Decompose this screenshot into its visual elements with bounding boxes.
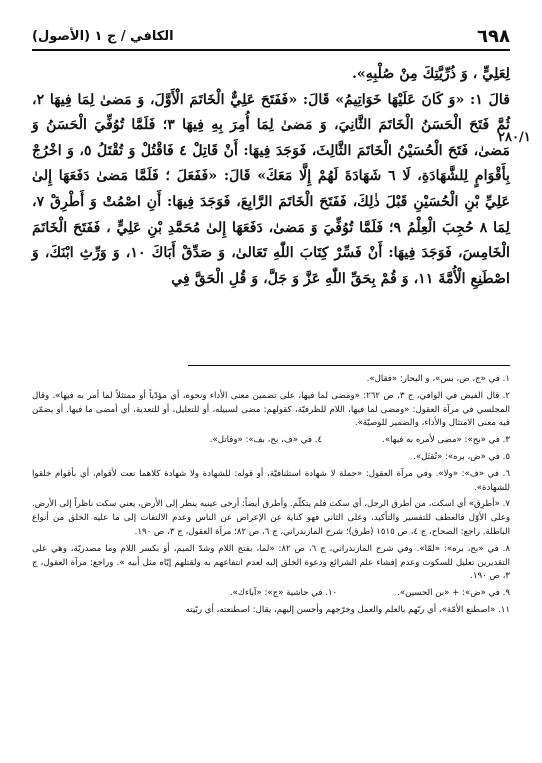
footnote: ١١. «اصطنع الأمّة»، أي ربّهم بالعلم والعمل وخرّجهم وأحسن إليهم، يقال: اصطنعته، أي ربّيته [185, 604, 510, 615]
footnotes [32, 373, 510, 621]
footnotes-divider [188, 365, 510, 366]
footnote: ٥. في «ض، بره»: «تُقتَل». [413, 451, 510, 462]
footnote: ٩. في «ض»: + «بن الحسين». [397, 588, 510, 599]
text-paragraph: لِعَلِيٍّ ، وَ ذُرِّيَّتِكَ مِنْ صُلْبِهِ». [351, 66, 510, 82]
footnote-pair [32, 434, 510, 451]
footnote: ٦. في «ف»: «ولا». وفي مرآة العقول: «جملة لا شهادة استئنافيّة، أو قوله: للشهادة ولا شهادة كلاهما نعت لأقوام، أي بأقوام خلقوا للشهادة». [32, 468, 510, 493]
footnote: ٧. «أطرِق» أي اسكت، من أطرق الرجل، أي سكت فلم يتكلّم. وأطرق أيضاً: أرخى عينيه ينظر إلى الأرض، يعني سكت ناظراً إلى الأرض. وعلى الأوّل فالعطف للتفسير والتأكيد، وعلى الثاني فهو كناية عن الإعراض عن الناس وعدم الالتفات إلى ما عليه الخلق من أنواع الباطلة. راجع: الصحاح، ج ٤، ص ١٥١٥ (طرق)؛ شرح المازندراني، ج ٦، ص ٨٢؛ مرآة العقول، ج ٣، ص ١٩٠. [32, 499, 510, 537]
footnote-pair [32, 587, 510, 604]
footnote: ١. في «ج، ض، بس»، و البحار: «فقال». [366, 374, 510, 384]
footnote: ٢. قال الفيض في الوافي، ج ٣، ص ٢٦٢: «ومضى لما فيها، على تضمين معنى الأداء ونحوه، أي مؤدّياً أو ممتثلاً لما أمر به فيها». وقال المجلسي في مرآة العقول: «ومضى لما فيها، اللام للظرفيّة، كقولهم: مضى لسبيله، أو للتعليل، أو للتعدية، أي أمضى ما فيها. أو يضمّن فيه معنى الامتثال والأداء، والضمير للوصيّة». [32, 390, 510, 429]
hadith-reference-number: ٢٨٠/١ [498, 130, 531, 145]
text-paragraph: قالَ ١: «وَ كَانَ عَلَيْهَا خَوَاتِيمُ» قَالَ: «فَفَتَحَ عَلِيٌّ الْخَاتَمَ الْأَوَّلَ، وَ مَضىٰ لِمَا فِيهَا ٢، ثُمَّ فَتَحَ الْحَسَنُ الْخَاتَمَ الثَّانِيَ، وَ مَضىٰ لِمَا أُمِرَ بِهِ فِيهَا ٣؛ فَلَمَّا تُوُفِّيَ الْحَسَنُ وَ مَضىٰ، فَتَحَ الْحُسَيْنُ الْخَاتَمَ الثَّالِثَ، فَوَجَدَ فِيهَا: أَنْ قَاتِلْ ٤ فَاقْتُلْ وَ تُقْتَلُ ٥، وَ اخْرُجْ بِأَقْوَامٍ لِلشَّهَادَةِ، لَا ٦ شَهَادَةَ لَهُمْ إِلَّا مَعَكَ» قَالَ: «فَفَعَلَ ؛ فَلَمَّا مَضىٰ دَفَعَهَا إِلىٰ عَلِيِّ بْنِ الْحُسَيْنِ قَبْلَ ذٰلِكَ، فَفَتَحَ الْخَاتَمَ الرَّابِعَ، فَوَجَدَ فِيهَا: أَنِ اصْمُتْ وَ أَطْرِقْ ٧، لِمَا ٨ حُجِبَ الْعِلْمُ ٩؛ فَلَمَّا تُوُفِّيَ وَ مَضىٰ، دَفَعَهَا إِلىٰ مُحَمَّدِ بْنِ عَلِيٍّ ، فَفَتَحَ الْخَاتَمَ الْخَامِسَ، فَوَجَدَ فِيهَا: أَنْ فَسِّرْ كِتَابَ اللّٰهِ تَعَالىٰ، وَ صَدِّقْ أَبَاكَ ١٠، وَ وَرِّثِ ابْنَكَ، وَ اصْطَنِعِ الْأُمَّةَ ١١، وَ قُمْ بِحَقِّ اللّٰهِ عَزَّ وَ جَلَّ، وَ قُلِ الْحَقَّ فِي [32, 91, 511, 287]
main-text [32, 62, 510, 292]
header-divider [32, 49, 510, 51]
page-number: ٦٩٨ [477, 25, 510, 47]
footnote: ٨. في «بح، بره»: «لمّا». وفي شرح المازندراني، ج ٦، ص ٨٢: «لما، بفتح اللام وشدّ الميم، أو بكسر اللام وما مصدريّة، وهي على التقديرين تعليل للسكوت وعدم إفشاء علم الشرائع ودعوة الخلق إليه لعدم انتفاعهم به ولقتلهم إيّاه مثل أبيه ». وراجع: مرآة العقول، ج ٣، ص ١٩٠. [32, 543, 510, 582]
footnote: ٣. في «بح»: «مضى لأمره به فيها». [382, 435, 510, 446]
running-title: الكافي / ج ١ (الأصول) [32, 28, 174, 44]
footnote: ١٠. في حاشية «ج»: «آباءك». [229, 588, 338, 599]
footnote: ٤. في «ف، بح، بف»: «وقاتل». [209, 435, 323, 446]
page-header [32, 26, 510, 46]
